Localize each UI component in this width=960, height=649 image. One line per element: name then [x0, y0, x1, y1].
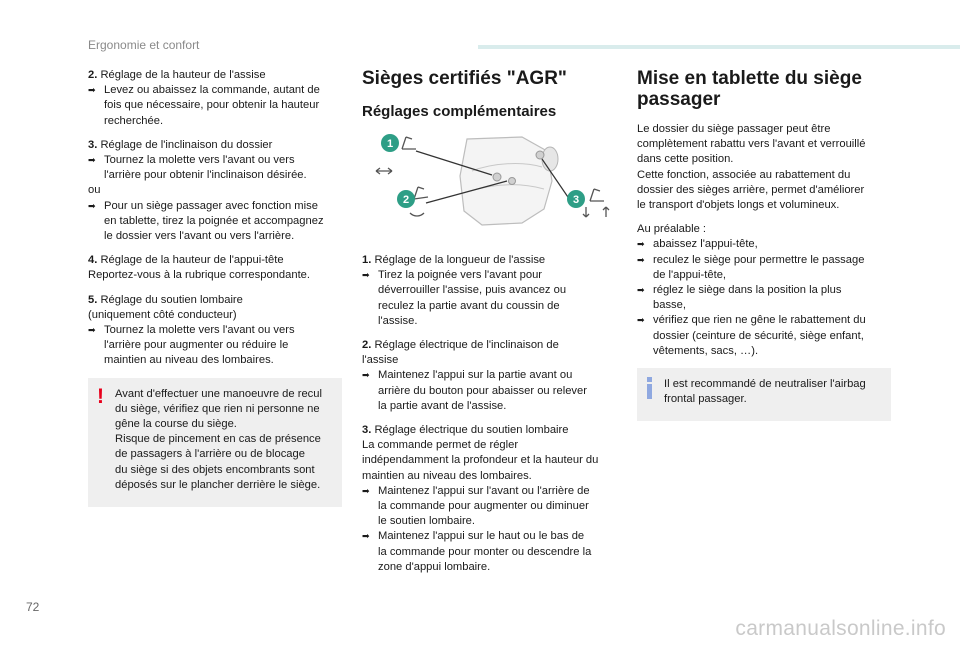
item-seat-height: 2. Réglage de la hauteur de l'assise ➡ Levez ou abaissez la commande, autant de fois que nécessaire, pour obtenir la hauteur recherchée.: [88, 69, 320, 127]
arrow-right-icon: ➡: [88, 155, 96, 166]
arrow-right-icon: ➡: [88, 325, 96, 336]
callout-label-2: 2: [402, 194, 410, 206]
arrow-right-icon: ➡: [362, 485, 370, 496]
item-cushion-length: 1. Réglage de la longueur de l'assise ➡ Tirez la poignée vers l'avant pour déverrouiller l'assise, puis avancez ou reculez la partie avant du coussin de l'assise.: [362, 254, 567, 327]
info-box: Il est recommandé de neutraliser l'airbag frontal passager.: [637, 368, 891, 421]
item-backrest-tilt: 3. Réglage de l'inclinaison du dossier ➡ Tournez la molette vers l'avant ou vers l'arrière pour obtenir l'inclinaison désirée. ou ➡ Pour un siège passager avec fonction mise en tablette, tirez la poignée et accompagnez le dossier vers l'avant ou vers l'arrière.: [88, 138, 324, 243]
callout-label-3: 3: [572, 194, 580, 206]
lumbar-icon: [583, 189, 609, 217]
column-left: [88, 68, 342, 507]
callout-label-1: 1: [386, 138, 394, 150]
item-lumbar-support: 5. Réglage du soutien lombaire (uniquement côté conducteur) ➡ Tournez la molette vers l'avant ou vers l'arrière pour augmenter ou réduire le maintien au niveau des lombaires.: [88, 293, 295, 367]
arrow-right-icon: ➡: [637, 254, 645, 265]
seat-diagram: [372, 131, 612, 231]
arrow-right-icon: ➡: [637, 239, 645, 250]
arrow-right-icon: ➡: [362, 270, 370, 281]
item-cushion-tilt: 2. Réglage électrique de l'inclinaison de l'assise ➡ Maintenez l'appui sur la partie avant ou arrière du bouton pour abaisser ou relever la partie avant de l'assise.: [362, 339, 587, 412]
header-accent-bar: [478, 45, 960, 49]
seat-illustration: [372, 131, 612, 231]
arrow-right-icon: ➡: [362, 370, 370, 381]
agr-title: Sièges certifiés "AGR": [362, 68, 567, 89]
warning-icon: !: [97, 384, 104, 408]
arrow-right-icon: ➡: [637, 285, 645, 296]
watermark: carmanualsonline.info: [735, 617, 946, 640]
fold-intro: Le dossier du siège passager peut être complètement rabattu vers l'avant et verrouillé dans cette position. Cette fonction, associée au rabattement du dossier des sièges arrière, permet d'améliorer le transport d'objets longs et volumineux.: [637, 123, 866, 212]
item-electric-lumbar: 3. Réglage électrique du soutien lombaire La commande permet de régler indépendamment la profondeur et la hauteur du maintien au niveau des lombaires. ➡ Maintenez l'appui sur l'avant ou l'arrière de la commande pour augmenter ou diminuer le soutien lombaire. ➡ Maintenez l'appui sur le haut ou le bas de la commande pour monter ou descendre la zone d'appui lombaire.: [362, 424, 599, 573]
item-headrest-height: 4. Réglage de la hauteur de l'appui-tête Reportez-vous à la rubrique correspondante.: [88, 254, 311, 282]
section-header: Ergonomie et confort: [88, 38, 200, 52]
page-number: 72: [26, 600, 40, 614]
agr-subtitle: Réglages complémentaires: [362, 103, 557, 120]
column-middle: [362, 68, 618, 584]
fold-prerequisites: Au préalable : ➡ abaissez l'appui-tête, ➡ reculez le siège pour permettre le passage de l'appui-tête, ➡ réglez le siège dans la position la plus basse, ➡ vérifiez que rien ne gêne le rabattement du dossier (ceinture de sécurité, siège enfant, vêtements, sacs, …).: [637, 223, 866, 357]
fold-title: Mise en tablette du siège passager: [637, 68, 862, 110]
arrow-right-icon: ➡: [88, 85, 96, 96]
info-icon: [646, 377, 652, 399]
arrow-right-icon: ➡: [637, 315, 645, 326]
column-right: [637, 68, 891, 421]
warning-box: ! Avant d'effectuer une manoeuvre de recul du siège, vérifiez que rien ni personne ne gêne la course du siège. Risque de pincement en cas de présence de passagers à l'arrière ou de blocage du siège si des objets encombrants sont déposés sur le plancher derrière le siège.: [88, 378, 342, 507]
arrow-right-icon: ➡: [362, 531, 370, 542]
arrow-right-icon: ➡: [88, 200, 96, 211]
